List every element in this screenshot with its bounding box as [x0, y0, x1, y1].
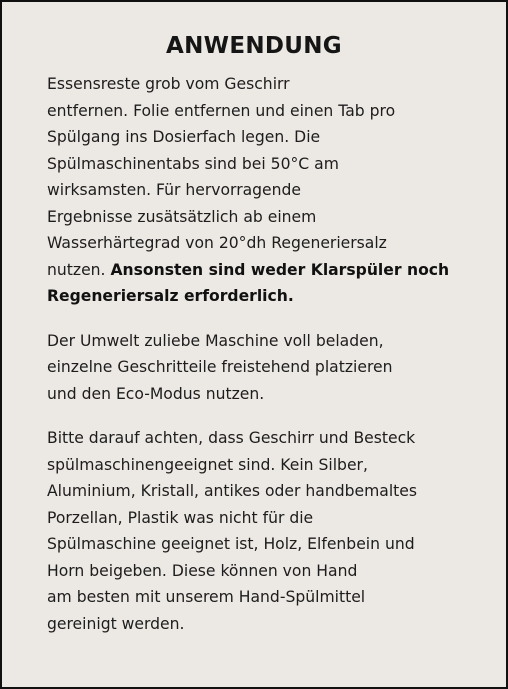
paragraph-suitability: [47, 425, 472, 637]
text-line: am besten mit unserem Hand-Spülmittel: [47, 588, 366, 606]
text-line: Spülmaschine geeignet ist, Holz, Elfenbein und: [47, 535, 415, 553]
text-line: Porzellan, Plastik was nicht für die: [47, 508, 314, 527]
text-line-mixed: [47, 257, 472, 284]
text-line: spülmaschinengeeignet sind. Kein Silber,: [47, 455, 368, 474]
text-line: gereinigt werden.: [47, 614, 185, 633]
text-line: Spülmaschinentabs sind bei 50°C am: [47, 154, 339, 173]
text-segment: nutzen.: [47, 260, 111, 279]
text-line: Der Umwelt zuliebe Maschine voll beladen,: [47, 331, 384, 350]
instructions-body: [47, 71, 472, 637]
bold-note: Ansonsten sind weder Klarspüler noch: [110, 260, 450, 279]
paragraph-environment: [47, 328, 472, 408]
text-line: Wasserhärtegrad von 20°dh Regeneriersalz: [47, 234, 387, 252]
text-line: Bitte darauf achten, dass Geschirr und Besteck: [47, 429, 416, 447]
text-line: Essensreste grob vom Geschirr: [47, 75, 290, 93]
text-line: entfernen. Folie entfernen und einen Tab pro: [47, 101, 396, 120]
text-line: wirksamsten. Für hervorragende: [47, 181, 302, 199]
text-line: und den Eco-Modus nutzen.: [47, 384, 265, 403]
text-line: Aluminium, Kristall, antikes oder handbemaltes: [47, 482, 418, 500]
bold-note-line: Regeneriersalz erforderlich.: [47, 287, 294, 305]
page-title: ANWENDUNG: [166, 33, 342, 59]
text-line: Ergebnisse zusätsätzlich ab einem: [47, 207, 317, 226]
text-line: Spülgang ins Dosierfach legen. Die: [47, 128, 321, 146]
text-line: einzelne Geschritteile freistehend platzieren: [47, 358, 393, 376]
text-line: Horn beigeben. Diese können von Hand: [47, 561, 358, 580]
paragraph-usage: [47, 71, 472, 310]
